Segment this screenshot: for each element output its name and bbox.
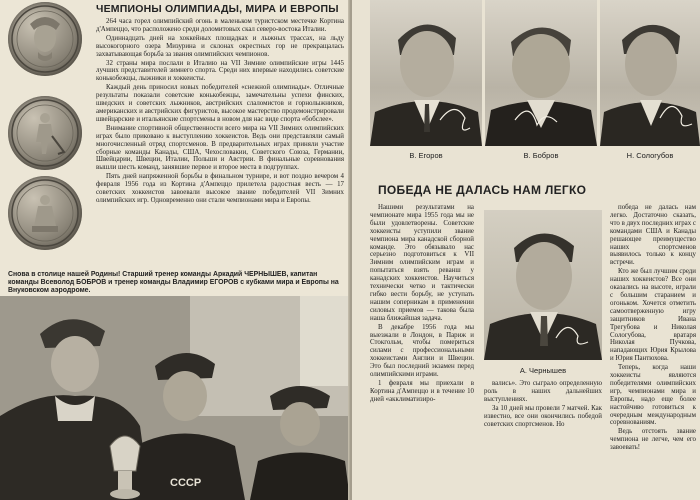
portrait-chernyshev-illustration	[484, 210, 602, 360]
portrait-chernyshev	[484, 210, 602, 360]
author-caption: А. Чернышев	[519, 366, 567, 375]
medal-figure-icon	[8, 176, 82, 250]
paragraph: За 10 дней мы провели 7 матчей. Как известно, все они окончились победой советских спортсменов. Но	[484, 404, 602, 428]
paragraph: победа не далась нам легко. Достаточно сказать, что в двух последних играх с командами США и Канады решающее преимущество наших спортсменов выявилось только к концу встречи.	[610, 204, 696, 267]
portrait-caption: В. Бобров	[523, 151, 559, 160]
paragraph: Каждый день приносил новых победителей «снежной олимпиады». Отличные результаты показали советские конькобежцы, замечательны успехи финских, шведских и советских лыжников, австрийских слаломистов и горнолыжников, американских и австрийских фигуристов, высокое мастерство продемонстрировали швейцарские и итальянские спортсмены в новом для нас виде спорта «бобслее».	[96, 84, 344, 123]
article-column-1	[370, 204, 474, 405]
team-photo	[0, 296, 350, 500]
medal-head-icon	[8, 2, 82, 76]
portrait-caption: Н. Сологубов	[626, 151, 674, 160]
portrait-bobrov	[485, 0, 597, 146]
olympic-medal-hockey	[8, 96, 82, 170]
medal-hockey-player-icon	[8, 96, 82, 170]
right-page	[352, 0, 700, 500]
portrait-egorov	[370, 0, 482, 146]
paragraph: Нашими результатами на чемпионате мира 1955 года мы не были удовлетворены. Советские хоккеисты уступили звание чемпиона мира канадской сборной команде. Это обязывало нас серьезно подготовиться к VII Зимним олимпийским играм и попытаться взять реванш у канадских хоккеистов. Научиться технически четко и тактически гибко вести борьбу, не уступать нашим соперникам в применении силовых приемов — такова была наша ближайшая задача.	[370, 204, 474, 322]
portrait-sologubov-illustration	[600, 0, 700, 146]
paragraph: вались». Это сыграло определенную роль в наших дальнейших выступлениях.	[484, 380, 602, 403]
olympic-medal-obverse	[8, 2, 82, 76]
article-column-2	[484, 380, 602, 429]
article-column-3	[610, 204, 696, 453]
paragraph: 264 часа горел олимпийский огонь в маленьком туристском местечке Кортина д'Ампеццо, что расположено среди доломитовых скал северо-востока Италии.	[96, 18, 344, 33]
paragraph: Одиннадцать дней на хоккейных площадках и лыжных трассах, на льду высокогорного озера Мизурина и склонах окрестных гор не прекращалась захватывающая борьба за звания олимпийских чемпионов.	[96, 34, 344, 58]
paragraph: Теперь, когда наши хоккеисты являются победителями олимпийских игр, чемпионами мира и Европы, надо еще более настойчиво готовиться к очередным международным соревнованиям.	[610, 364, 696, 427]
svg-text:СССР: СССР	[170, 477, 202, 489]
portrait-bobrov-illustration	[485, 0, 597, 146]
article-title: ЧЕМПИОНЫ ОЛИМПИАДЫ, МИРА И ЕВРОПЫ	[96, 3, 339, 15]
paragraph: Кто же был лучшим среди наших хоккеистов? Все они оказались на высоте, играли с большим старанием и огоньком. Хочется отметить самоотверженную игру защитников Ивана Трегубова и Николая Сологубова, вратаря Николая Пучкова, нападающих Юрия Крылова и Юрия Пантюхова.	[610, 268, 696, 363]
paragraph: В декабре 1956 года мы выезжали в Лондон, в Париж и Стокгольм, чтобы помериться силами с профессиональными хоккеистами Англии и Швеции. Это был последний экзамен перед олимпийскими играми.	[370, 323, 474, 379]
paragraph: 32 страны мира послали в Италию на VII Зимние олимпийские игры 1445 лучших представителей зимнего спорта. Среди них впервые находились советские конькобежцы, лыжники и хоккеисты.	[96, 59, 344, 83]
photo-caption: Снова в столице нашей Родины! Старший тренер команды Аркадий ЧЕРНЫШЕВ, капитан команды Всеволод БОБРОВ и тренер команды Владимир ЕГОРОВ с кубками мира и Европы на Внуковском аэродроме.	[8, 271, 339, 295]
portrait-egorov-illustration	[370, 0, 482, 146]
article-title-right: ПОБЕДА НЕ ДАЛАСЬ НАМ ЛЕГКО	[378, 183, 587, 197]
article-body	[96, 18, 344, 206]
paragraph: 1 февраля мы приехали в Кортина д'Ампеццо и в течение 10 дней «акклиматизиро-	[370, 379, 474, 403]
portrait-caption: В. Егоров	[409, 151, 443, 160]
olympic-medal-figure	[8, 176, 82, 250]
paragraph: Внимание спортивной общественности всего мира на VII Зимних олимпийских играх было приковано к выступлению хоккеистов. Ведь они представляли самый многочисленный отряд спортсменов. В предварительных играх приняли участие сборные команды Канады, США, Чехословакии, Советского Союза, Германии, Швейцарии, Швеции, Италии, Польши и Австрии. В финальные соревнования вышли шесть команд, занявшие первое и второе места в подгруппах.	[96, 124, 344, 172]
paragraph: Пять дней напряженной борьбы в финальном турнире, и вот поздно вечером 4 февраля 1956 года из Кортина д'Ампеццо прилетела радостная весть — 17 советских хоккеистов завоевали высокое звание победителей VII Зимних олимпийских игр. Одновременно они стали чемпионами мира и Европы.	[96, 173, 344, 204]
paragraph: Ведь отстоять звание чемпиона не легче, чем его завоевать!	[610, 428, 696, 452]
portrait-sologubov	[600, 0, 700, 146]
team-photo-illustration	[0, 296, 350, 500]
